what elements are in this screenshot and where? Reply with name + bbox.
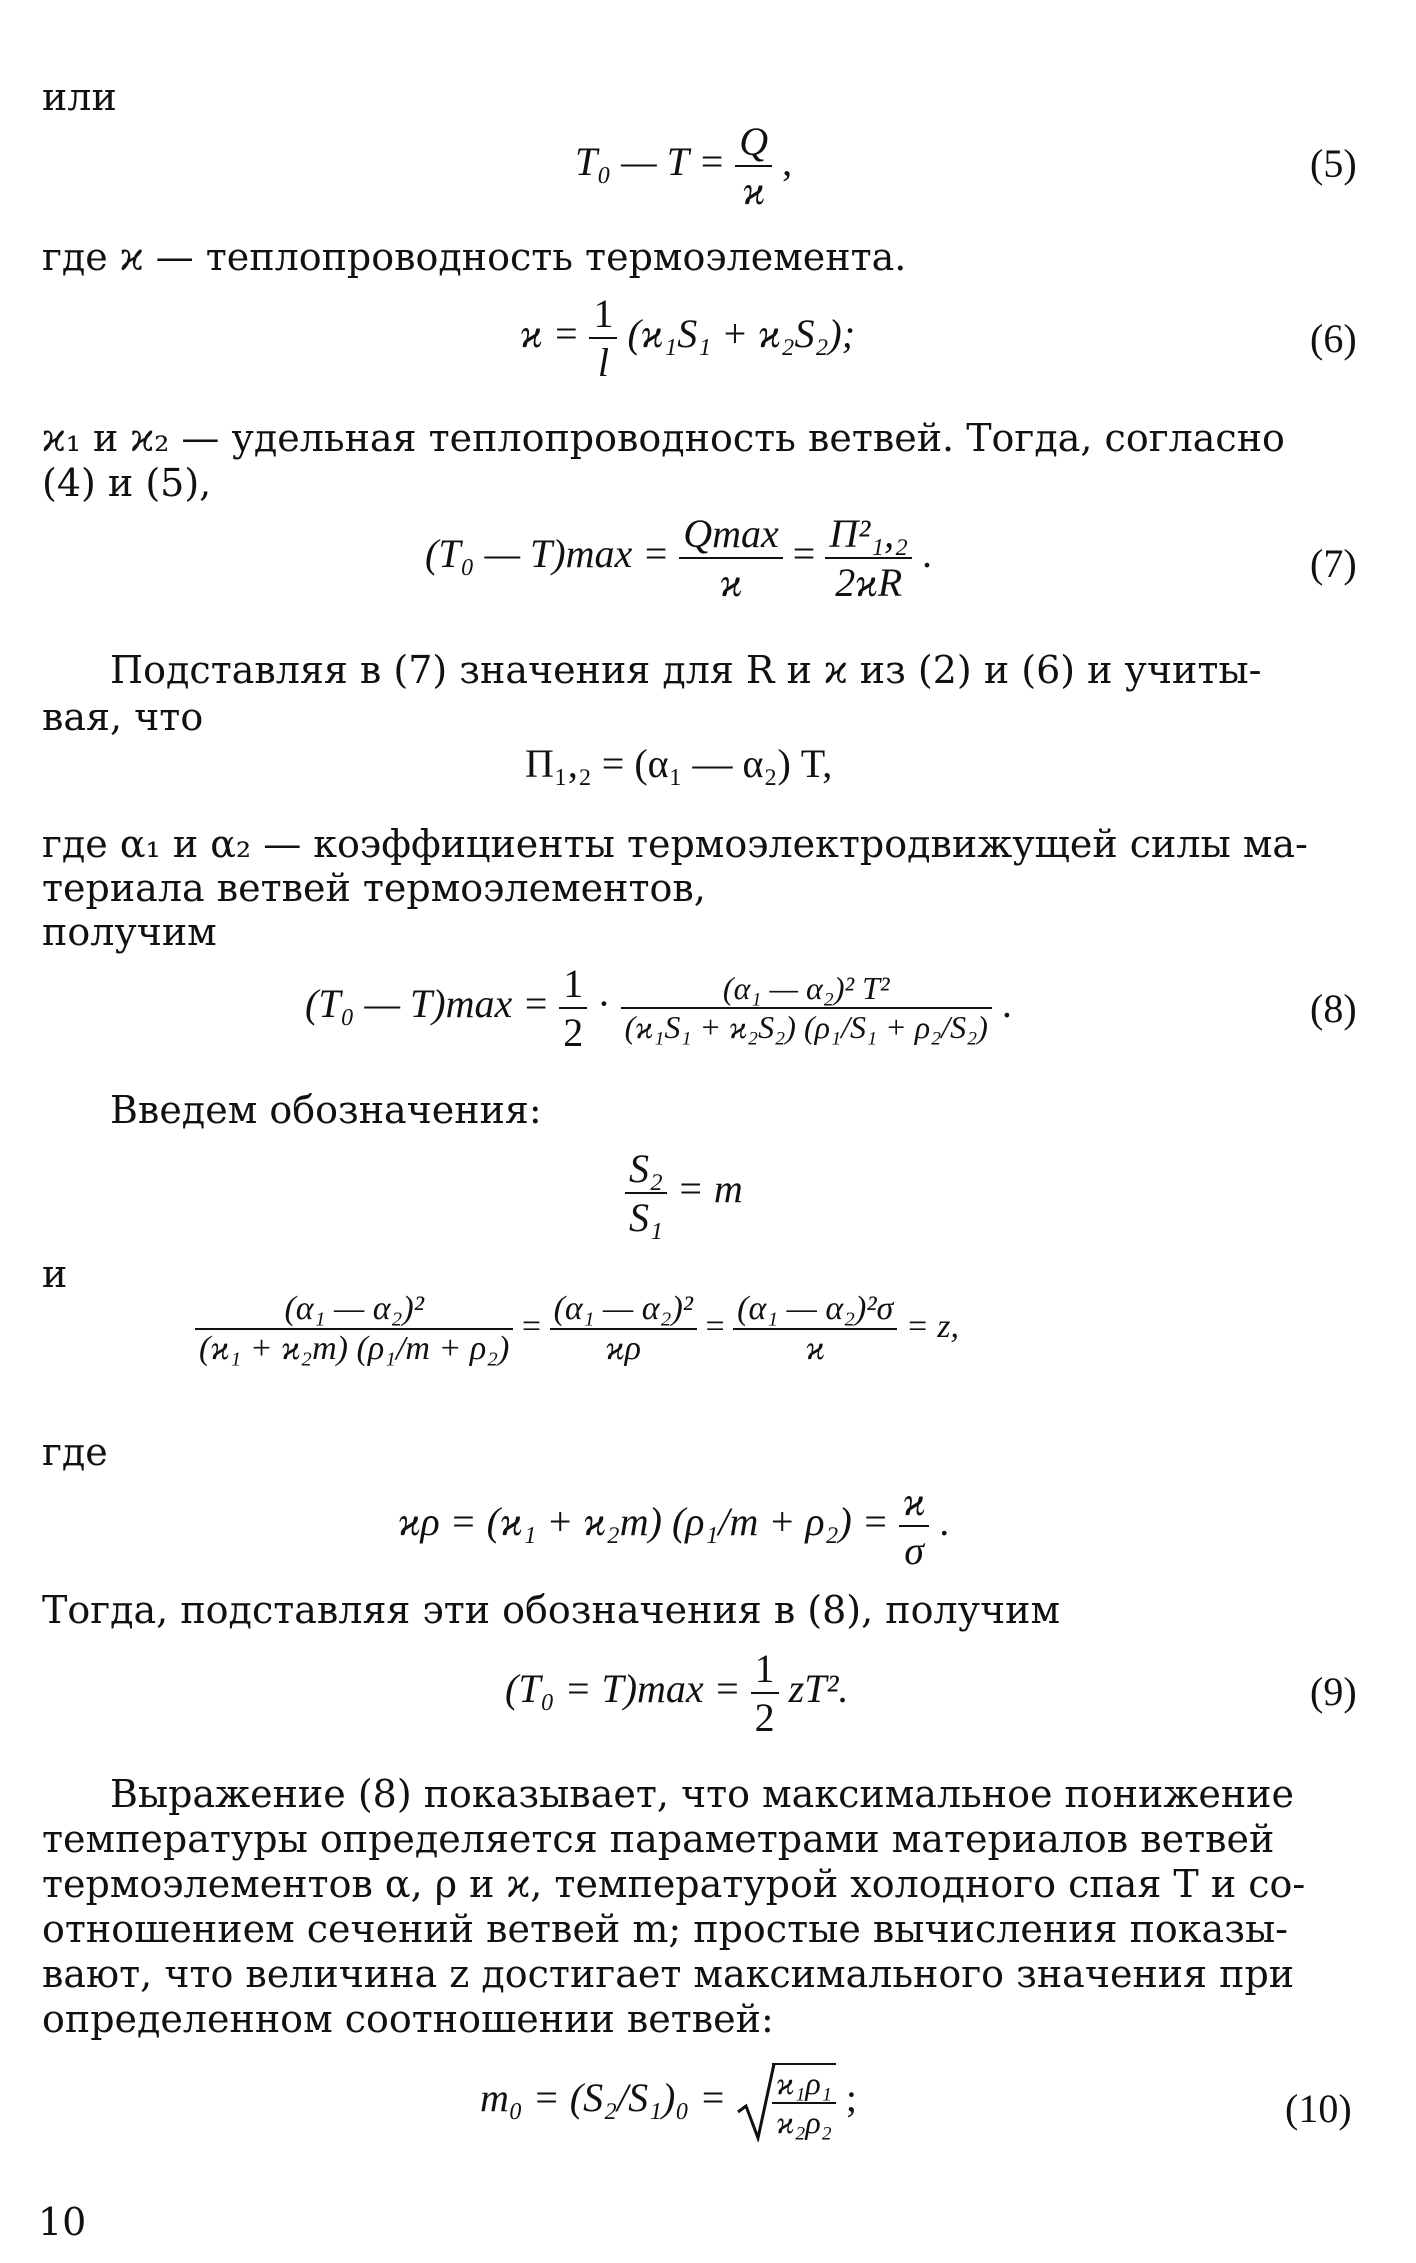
z-fraction-1: [195, 1290, 513, 1368]
eq-number-10: (10): [1285, 2086, 1352, 2131]
eq10-rad-denominator: ϰ₂ρ₂: [776, 2104, 832, 2140]
sqrt-sign: [736, 2062, 776, 2142]
equation-7: (T₀ — T)max = $\frac{Qmax}{ϰ}$ = $\frac{\text{Π²₁,₂}}{2ϰR}$ .: [425, 511, 933, 605]
text-vyr-4: отношением сечений ветвей m; простые вычисления показы-: [42, 1907, 1289, 1951]
text-gde-kappa: где ϰ — теплопроводность термоэлемента.: [42, 235, 907, 279]
m-rhs: = m: [676, 1166, 743, 1212]
eq7-fraction-1: [679, 510, 783, 606]
equation-10: m₀ = (S₂/S₁)₀ = $\frac{\text{ϰ₁ρ₁}}{\text{ϰ₂ρ₂}}$ ;: [480, 2062, 857, 2142]
eq-number-6: (6): [1310, 316, 1357, 361]
text-alpha-line2: териала ветвей термоэлементов,: [42, 866, 706, 910]
eq6-rhs: (ϰ₁S₁ + ϰ₂S₂);: [627, 311, 856, 357]
equation-9: [505, 1645, 848, 1741]
eq9-fraction: [751, 1645, 779, 1741]
equation-pi: Π₁,₂ = (α₁ — α₂) T,: [525, 741, 833, 786]
eq8-main-fraction: [621, 970, 992, 1046]
m-fraction: [625, 1145, 667, 1241]
eq7-f1-denominator: ϰ: [719, 560, 743, 605]
eq8-numerator: (α₁ — α₂)² T²: [621, 970, 992, 1009]
text-i: и: [42, 1252, 68, 1296]
equation-kappa-rho: ϰρ = (ϰ₁ + ϰ₂m) (ρ₁/m + ρ₂) = $\frac{ϰ}{\sigma}$ .: [398, 1479, 950, 1573]
eq10-radicand: [772, 2063, 836, 2141]
eq8-half-fraction: [559, 960, 587, 1056]
eq9-rhs: zT².: [788, 1666, 849, 1712]
radical-icon: [736, 2062, 776, 2142]
text-vyr-1: Выражение (8) показывает, что максимальное понижение: [110, 1772, 1294, 1816]
text-podst-line1: Подставляя в (7) значения для R и ϰ из (2) и (6) и учиты-: [110, 648, 1262, 692]
equation-5: T₀ — T = $\frac{Q}{ϰ}$ ,: [575, 119, 793, 213]
eq10-lhs: m₀ = (S₂/S₁)₀ =: [480, 2075, 727, 2121]
eq8-lhs: (T₀ — T)max =: [305, 981, 550, 1027]
eq-number-8: (8): [1310, 986, 1357, 1031]
kr-fraction: [899, 1478, 929, 1574]
text-ili: или: [42, 75, 117, 119]
text-podst-line2: вая, что: [42, 695, 204, 739]
eq8-half-denominator: 2: [563, 1010, 584, 1055]
eq6-fraction: [589, 290, 617, 386]
eq5-numerator: Q: [735, 118, 772, 167]
text-kappa-line2: (4) и (5),: [42, 461, 212, 505]
eq9-denominator: 2: [754, 1695, 775, 1740]
page-number: 10: [38, 2200, 87, 2244]
eq6-denominator: l: [597, 340, 610, 385]
eq10-rad-numerator: ϰ₁ρ₁: [772, 2065, 836, 2104]
text-alpha-line1: где α₁ и α₂ — коэффициенты термоэлектродвижущей силы ма-: [42, 822, 1308, 866]
z-f2-numerator: (α₁ — α₂)²: [550, 1290, 697, 1330]
eq6-numerator: 1: [589, 290, 617, 339]
equation-6: [520, 290, 855, 386]
eq6-lhs: ϰ =: [520, 311, 580, 357]
m-denominator: S₁: [629, 1195, 663, 1240]
eq7-f2-numerator: Π²₁,₂: [825, 510, 912, 559]
text-vvedem: Введем обозначения:: [110, 1088, 542, 1132]
z-f1-numerator: (α₁ — α₂)²: [195, 1290, 513, 1330]
z-fraction-3: [733, 1290, 897, 1368]
z-f2-denominator: ϰρ: [605, 1330, 641, 1367]
eq5-denominator: ϰ: [742, 168, 765, 213]
eq-number-9: (9): [1310, 1669, 1357, 1714]
z-f3-denominator: ϰ: [805, 1330, 825, 1367]
eq7-fraction-2: [825, 510, 912, 606]
text-vyr-6: определенном соотношении ветвей:: [42, 1997, 774, 2041]
eq-number-7: (7): [1310, 541, 1357, 586]
text-vyr-3: термоэлементов α, ρ и ϰ, температурой холодного спая T и со-: [42, 1862, 1306, 1906]
eq-number-5: (5): [1310, 141, 1357, 186]
eq5-lhs: T₀ — T =: [575, 139, 726, 185]
z-f3-numerator: (α₁ — α₂)²σ: [733, 1290, 897, 1330]
text-poluchim: получим: [42, 910, 217, 954]
kr-numerator: ϰ: [899, 1478, 929, 1527]
text-gde: где: [42, 1430, 108, 1474]
text-togda: Тогда, подставляя эти обозначения в (8), получим: [42, 1588, 1061, 1632]
eq8-denominator: (ϰ₁S₁ + ϰ₂S₂) (ρ₁/S₁ + ρ₂/S₂): [624, 1009, 988, 1045]
eq7-f1-numerator: Qmax: [679, 510, 783, 559]
eq7-lhs: (T₀ — T)max =: [425, 531, 670, 577]
eq7-f2-denominator: 2ϰR: [835, 560, 903, 605]
equation-m: [625, 1145, 743, 1241]
kr-lhs: ϰρ = (ϰ₁ + ϰ₂m) (ρ₁/m + ρ₂) =: [398, 1499, 889, 1545]
eq9-numerator: 1: [751, 1645, 779, 1694]
eq5-fraction: [735, 118, 772, 214]
text-vyr-5: вают, что величина z достигает максимального значения при: [42, 1952, 1295, 1996]
z-fraction-2: [550, 1290, 697, 1368]
z-f1-denominator: (ϰ₁ + ϰ₂m) (ρ₁/m + ρ₂): [199, 1330, 510, 1367]
m-numerator: S₂: [625, 1145, 667, 1194]
text-kappa-line1: ϰ₁ и ϰ₂ — удельная теплопроводность ветвей. Тогда, согласно: [42, 416, 1285, 460]
equation-z: $\frac{\text{(α₁ — α₂)²}}{\text{(ϰ₁ + ϰ₂m) (ρ₁/m + ρ₂)}}$ = $\frac{\text{(α₁ — α₂)²}}{ϰ\rho}$ = $\frac{\text{(α₁ — α₂)²σ}}{ϰ}$ = z,: [195, 1290, 959, 1368]
z-rhs: = z,: [905, 1307, 960, 1345]
kr-denominator: σ: [904, 1528, 924, 1573]
equation-8: (T₀ — T)max = $\frac{1}{2}$ · $\frac{\text{(α₁ — α₂)² T²}}{\text{(ϰ₁S₁ + ϰ₂S₂) (ρ₁/S₁ + ρ₂/S₂)}}$ .: [305, 961, 1012, 1055]
eq8-half-numerator: 1: [559, 960, 587, 1009]
text-vyr-2: температуры определяется параметрами материалов ветвей: [42, 1817, 1275, 1861]
eq9-lhs: (T₀ = T)max =: [505, 1666, 741, 1712]
